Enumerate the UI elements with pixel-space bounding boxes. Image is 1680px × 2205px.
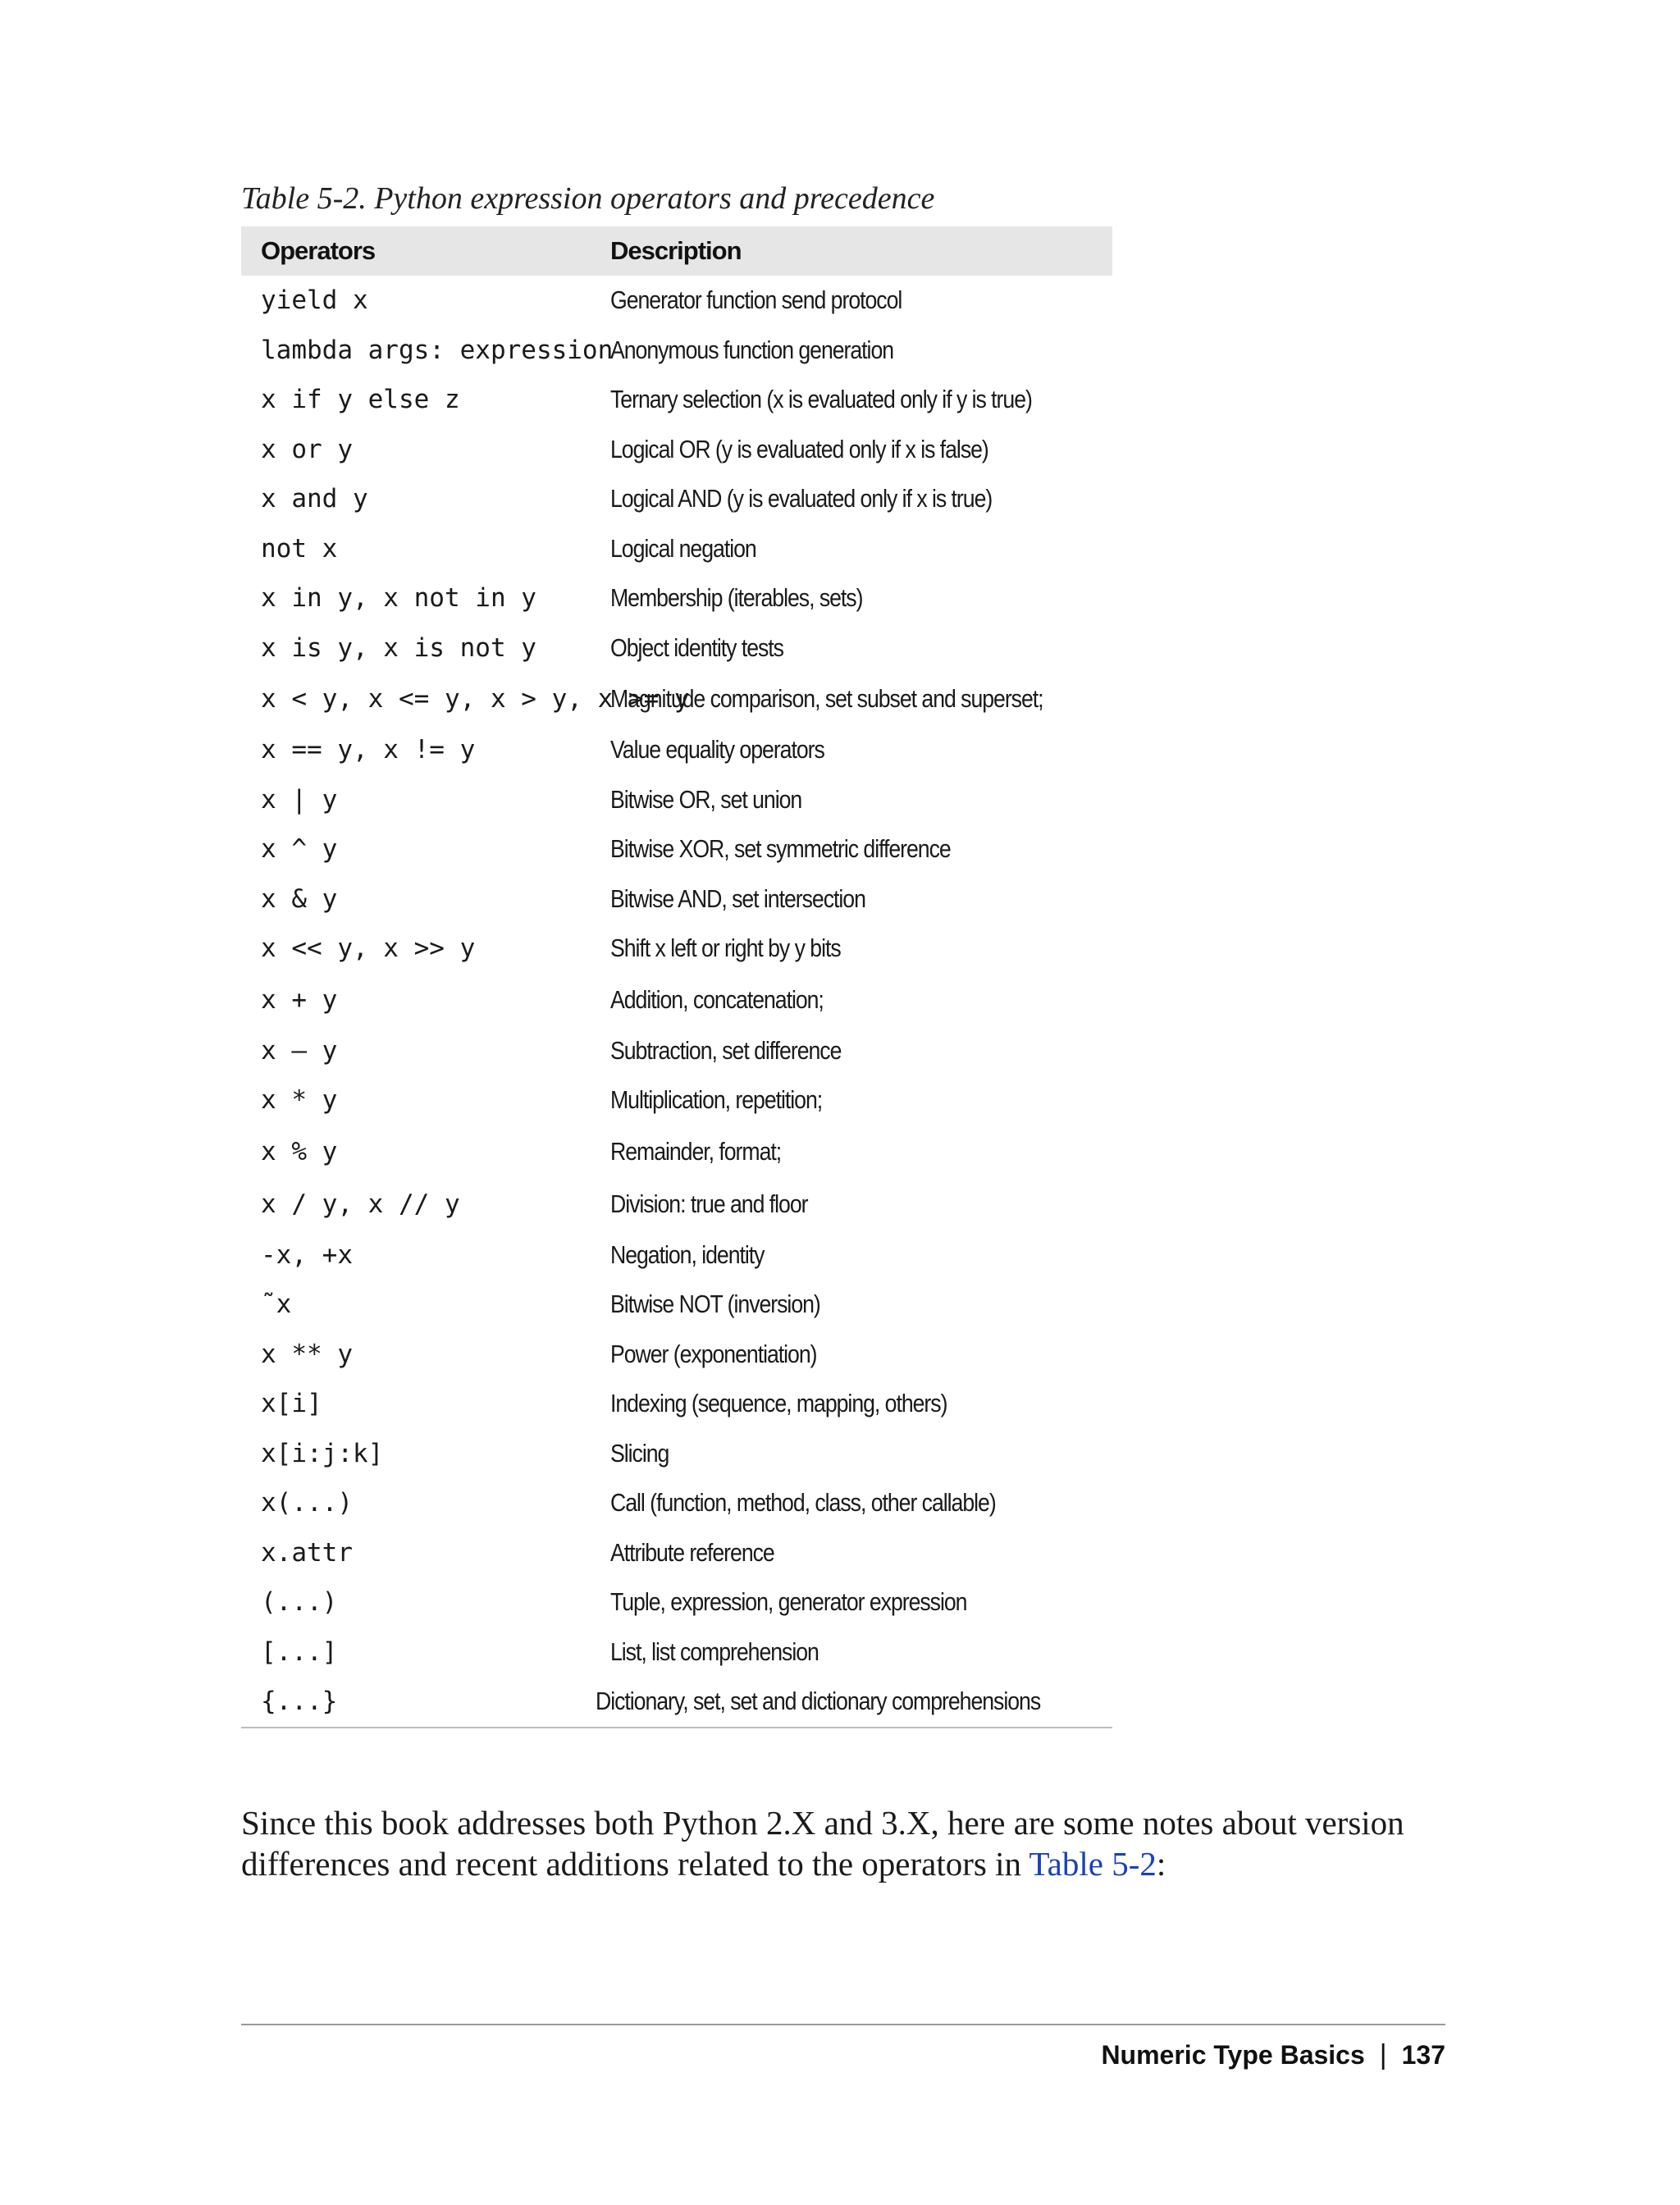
table-caption: Table 5-2. Python expression operators and precedence (241, 181, 935, 216)
operator-cell: not x (261, 533, 338, 564)
description-cell: Division: true and floor (610, 1189, 808, 1218)
table-row (241, 1677, 1112, 1727)
operator-cell: x is y, x is not y (261, 632, 536, 663)
table-row (241, 1577, 1112, 1628)
table-row (241, 1230, 1112, 1281)
operator-cell: x % y (261, 1136, 338, 1166)
table-row (241, 1528, 1112, 1578)
operator-cell: ˜x (261, 1290, 292, 1320)
table-row (241, 1628, 1112, 1678)
operator-cell: [...] (261, 1637, 338, 1667)
operator-cell: lambda args: expression (261, 335, 614, 365)
footer-divider (241, 2024, 1445, 2025)
description-cell: Bitwise NOT (inversion) (610, 1290, 820, 1319)
operator-cell: x or y (261, 434, 353, 464)
table-row (241, 1379, 1112, 1429)
description-cell: Shift x left or right by y bits (610, 934, 841, 963)
operator-cell: x.attr (261, 1537, 353, 1568)
footer-separator: | (1379, 2039, 1387, 2070)
description-cell: Dictionary, set, set and dictionary comprehensions (595, 1687, 1040, 1716)
description-cell: Negation, identity (610, 1239, 765, 1269)
operator-cell: x | y (261, 784, 338, 815)
table-row (241, 1178, 1112, 1230)
description-cell: Magnitude comparison, set subset and superset; (610, 684, 1043, 713)
operator-cell: x + y (261, 984, 338, 1015)
operator-cell: yield x (261, 285, 368, 316)
table-row (241, 1330, 1112, 1380)
table-row (241, 573, 1112, 623)
description-cell: Multiplication, repetition; (610, 1085, 823, 1115)
table-row (241, 375, 1112, 425)
header-operators: Operators (261, 236, 376, 265)
table-row (241, 824, 1112, 874)
operator-cell: x if y else z (261, 385, 460, 415)
paragraph-text: Since this book addresses both Python 2.X and 3.X, here are some notes about version differences and recent additions related to the operators in (241, 1804, 1404, 1883)
table-row (241, 974, 1112, 1026)
operator-cell: x & y (261, 883, 338, 914)
description-cell: Subtraction, set difference (610, 1035, 842, 1065)
operator-cell: x(...) (261, 1488, 353, 1518)
description-cell: Call (function, method, class, other callable) (610, 1488, 996, 1518)
table-row (241, 623, 1112, 673)
description-cell: List, list comprehension (610, 1637, 819, 1666)
table-row (241, 425, 1112, 475)
header-description: Description (610, 236, 742, 265)
description-cell: Bitwise XOR, set symmetric difference (610, 834, 951, 864)
description-cell: Bitwise OR, set union (610, 784, 802, 814)
table-reference-link[interactable]: Table 5-2 (1029, 1845, 1157, 1883)
table-row (241, 474, 1112, 524)
operator-cell: x * y (261, 1085, 338, 1116)
description-cell: Tuple, expression, generator expression (610, 1587, 967, 1617)
description-cell: Ternary selection (x is evaluated only if y is true) (610, 385, 1032, 414)
page-number: 137 (1401, 2040, 1445, 2070)
table-row (241, 775, 1112, 825)
operator-cell: x / y, x // y (261, 1189, 460, 1219)
operators-table (241, 226, 1112, 1728)
operator-cell: x in y, x not in y (261, 583, 536, 614)
table-row (241, 276, 1112, 326)
description-cell: Object identity tests (610, 632, 783, 662)
table-row (241, 1026, 1112, 1076)
operator-cell: {...} (261, 1687, 338, 1717)
description-cell: Anonymous function generation (610, 335, 894, 364)
table-row (241, 725, 1112, 775)
page-footer (1101, 2039, 1445, 2071)
operator-cell: -x, +x (261, 1239, 353, 1270)
operator-cell: x[i] (261, 1389, 322, 1419)
description-cell: Attribute reference (610, 1537, 774, 1567)
table-row (241, 524, 1112, 574)
table-row (241, 1280, 1112, 1330)
table-row (241, 1075, 1112, 1125)
operator-cell: x << y, x >> y (261, 934, 476, 964)
operator-cell: x < y, x <= y, x > y, x >= y (261, 684, 690, 714)
table-row (241, 326, 1112, 376)
footer-section-title: Numeric Type Basics (1101, 2040, 1365, 2070)
operator-cell: x[i:j:k] (261, 1438, 384, 1468)
operator-cell: x == y, x != y (261, 735, 476, 765)
table-body (241, 276, 1112, 1727)
operator-cell: (...) (261, 1587, 338, 1618)
description-cell: Logical negation (610, 533, 756, 563)
description-cell: Addition, concatenation; (610, 984, 824, 1014)
operator-cell: x ^ y (261, 834, 338, 865)
paragraph-end: : (1156, 1845, 1166, 1883)
description-cell: Indexing (sequence, mapping, others) (610, 1389, 947, 1418)
description-cell: Generator function send protocol (610, 285, 902, 315)
table-row (241, 673, 1112, 725)
table-row (241, 924, 1112, 974)
description-cell: Logical AND (y is evaluated only if x is true) (610, 484, 993, 514)
description-cell: Remainder, format; (610, 1136, 782, 1166)
description-cell: Logical OR (y is evaluated only if x is false) (610, 434, 988, 463)
operator-cell: x and y (261, 484, 368, 514)
table-row (241, 1478, 1112, 1528)
body-paragraph (241, 1802, 1447, 1884)
table-row (241, 874, 1112, 924)
operator-cell: x – y (261, 1035, 338, 1066)
description-cell: Slicing (610, 1438, 669, 1468)
table-row (241, 1429, 1112, 1479)
table-header-row (241, 226, 1112, 276)
description-cell: Membership (iterables, sets) (610, 583, 863, 613)
table-row (241, 1125, 1112, 1178)
operator-cell: x ** y (261, 1339, 353, 1369)
description-cell: Power (exponentiation) (610, 1339, 817, 1368)
description-cell: Value equality operators (610, 735, 824, 765)
description-cell: Bitwise AND, set intersection (610, 883, 865, 913)
